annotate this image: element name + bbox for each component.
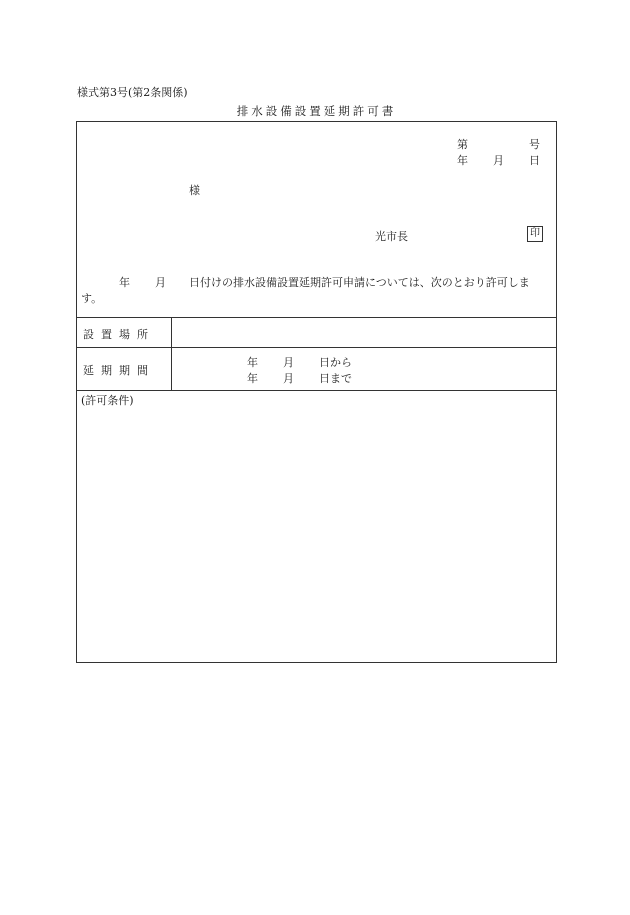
location-label: 設置場所 <box>83 328 155 341</box>
recipient-honorific: 様 <box>189 184 200 197</box>
document-title: 排水設備設置延期許可書 <box>236 104 397 118</box>
issue-date-month: 月 <box>493 154 504 167</box>
period-to-day: 日まで <box>319 372 352 385</box>
form-number-label: 様式第3号(第2条関係) <box>77 86 188 99</box>
period-from-month: 月 <box>283 356 294 369</box>
body-month: 月 <box>155 276 166 289</box>
table-middle-rule <box>77 347 556 348</box>
body-text: 日付けの排水設備設置延期許可申請については、次のとおり許可しま <box>189 276 530 289</box>
table-column-rule <box>171 317 172 390</box>
period-from-day: 日から <box>319 356 352 369</box>
issuer-name: 光市長 <box>375 230 408 243</box>
table-top-rule <box>77 317 556 318</box>
number-suffix: 号 <box>529 138 540 151</box>
conditions-label: (許可条件) <box>81 394 134 407</box>
period-to-month: 月 <box>283 372 294 385</box>
period-from-year: 年 <box>247 356 258 369</box>
period-label: 延期期間 <box>83 364 155 377</box>
body-text-line2: す。 <box>81 292 103 305</box>
seal-mark: 印 <box>527 226 543 242</box>
body-year: 年 <box>119 276 130 289</box>
issue-date-year: 年 <box>457 154 468 167</box>
table-bottom-rule <box>77 390 556 391</box>
issue-date-day: 日 <box>529 154 540 167</box>
number-prefix: 第 <box>457 138 468 151</box>
permit-form-box <box>76 121 557 663</box>
period-to-year: 年 <box>247 372 258 385</box>
